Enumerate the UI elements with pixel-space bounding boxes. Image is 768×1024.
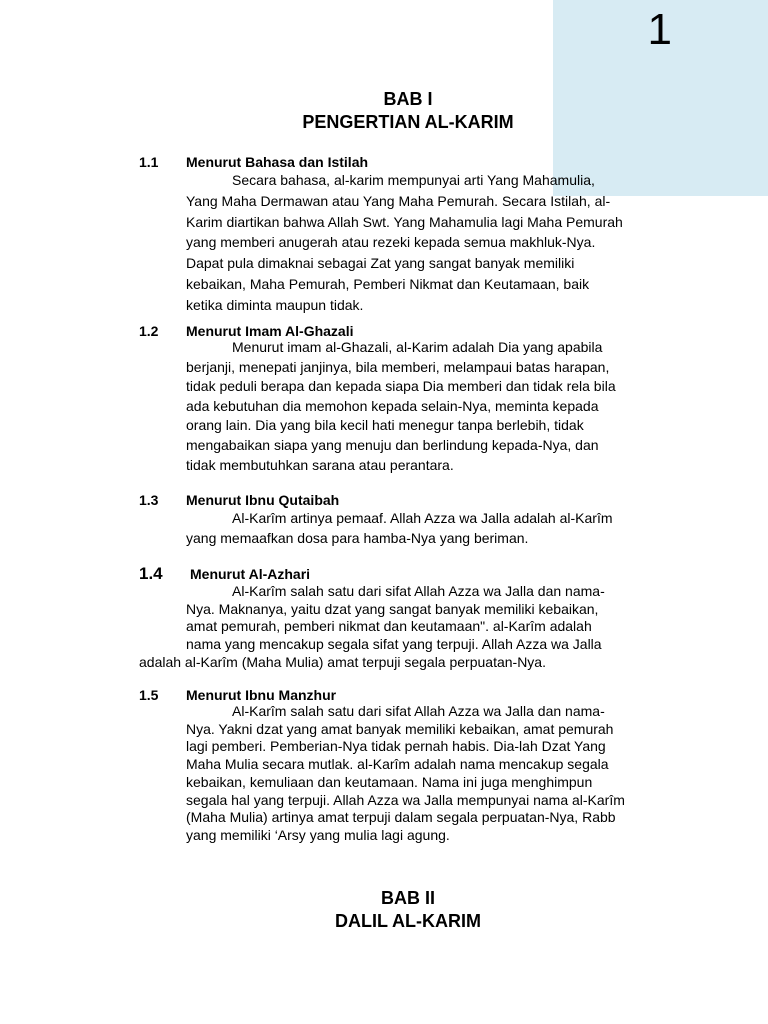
section-1-5-paragraph [186,703,625,845]
section-1-2-heading: Menurut Imam Al-Ghazali [186,323,354,339]
section-1-2-number: 1.2 [139,323,159,339]
section-1-1-paragraph [186,170,623,316]
bab1-subtitle: PENGERTIAN AL-KARIM [302,112,514,132]
paragraph-line: ada kebutuhan dia memohon kepada selain-Nya, meminta kepada [186,397,599,414]
section-1-2-paragraph [186,338,616,475]
paragraph-line: Secara bahasa, al-karim mempunyai arti Yang Mahamulia, [232,172,595,188]
paragraph-line: tidak peduli berapa dan kepada siapa Dia memberi dan tidak rela bila [186,378,616,395]
paragraph-line: nama yang mencakup segala sifat yang terpuji. Allah Azza wa Jalla [186,636,602,653]
paragraph-line: Menurut imam al-Ghazali, al-Karim adalah Dia yang apabila [232,339,603,355]
paragraph-line: Dapat pula dimaknai sebagai Zat yang sangat banyak memiliki [186,255,575,272]
paragraph-line: tidak membutuhkan sarana atau perantara. [186,456,454,473]
paragraph-line: ketika diminta maupun tidak. [186,296,364,313]
paragraph-line: Al-Karîm salah satu dari sifat Allah Azza wa Jalla dan nama- [232,703,605,719]
paragraph-line: mengabaikan siapa yang menuju dan berlindung kepada-Nya, dan [186,436,599,453]
bab1-title: BAB I [383,89,433,109]
section-1-5-number: 1.5 [139,687,159,703]
paragraph-line: segala hal yang terpuji. Allah Azza wa Jalla mempunyai nama al-Karîm [186,791,625,808]
bab2-title: BAB II [381,888,435,908]
section-1-5-heading: Menurut Ibnu Manzhur [186,687,337,703]
paragraph-line: Yang Maha Dermawan atau Yang Maha Pemurah. Secara Istilah, al- [186,192,611,209]
page-number: 1 [647,5,672,54]
paragraph-line: yang memaafkan dosa para hamba-Nya yang beriman. [186,530,529,546]
paragraph-line: kebaikan, Maha Pemurah, Pemberi Nikmat dan Keutamaan, baik [186,275,590,292]
paragraph-line: yang memberi anugerah atau rezeki kepada semua makhluk-Nya. [186,234,596,251]
paragraph-line: Nya. Maknanya, yaitu dzat yang sangat banyak memiliki kebaikan, [186,600,599,617]
paragraph-line: kebaikan, kemuliaan dan keutamaan. Nama ini juga menghimpun [186,773,593,790]
section-1-1-heading: Menurut Bahasa dan Istilah [186,154,369,170]
paragraph-line: amat pemurah, pemberi nikmat dan keutamaan". al-Karîm adalah [186,618,592,635]
section-1-3-number: 1.3 [139,492,159,508]
paragraph-line: Al-Karîm artinya pemaaf. Allah Azza wa Jalla adalah al-Karîm [232,510,613,526]
paragraph-line: Nya. Yakni dzat yang amat banyak memiliki kebaikan, amat pemurah [186,720,614,737]
paragraph-line: Maha Mulia secara mutlak. al-Karîm adalah nama mencakup segala [186,756,609,773]
section-1-3-heading: Menurut Ibnu Qutaibah [186,492,340,508]
section-1-4-heading: Menurut Al-Azhari [190,566,311,582]
paragraph-line: lagi pemberi. Pemberian-Nya tidak pernah habis. Dia-lah Dzat Yang [186,738,606,755]
paragraph-line: Karim diartikan bahwa Allah Swt. Yang Mahamulia lagi Maha Pemurah [186,213,623,230]
section-1-3-paragraph [186,508,613,548]
paragraph-line: (Maha Mulia) artinya amat terpuji dalam segala perpuatan-Nya, Rabb [186,809,616,826]
section-1-4-number: 1.4 [139,564,163,583]
paragraph-line: orang lain. Dia yang bila kecil hati menegur tanpa berlebih, tidak [186,417,584,434]
paragraph-line: Al-Karîm salah satu dari sifat Allah Azza wa Jalla dan nama- [232,583,605,599]
bab2-subtitle: DALIL AL-KARIM [335,911,481,931]
paragraph-line: berjanji, menepati janjinya, bila memberi, melampaui batas harapan, [186,358,610,375]
section-1-4-paragraph [139,583,605,672]
paragraph-line: adalah al-Karîm (Maha Mulia) amat terpuji segala perpuatan-Nya. [139,653,546,670]
section-1-1-number: 1.1 [139,154,159,170]
paragraph-line: yang memiliki ‘Arsy yang mulia lagi agung. [186,826,450,843]
